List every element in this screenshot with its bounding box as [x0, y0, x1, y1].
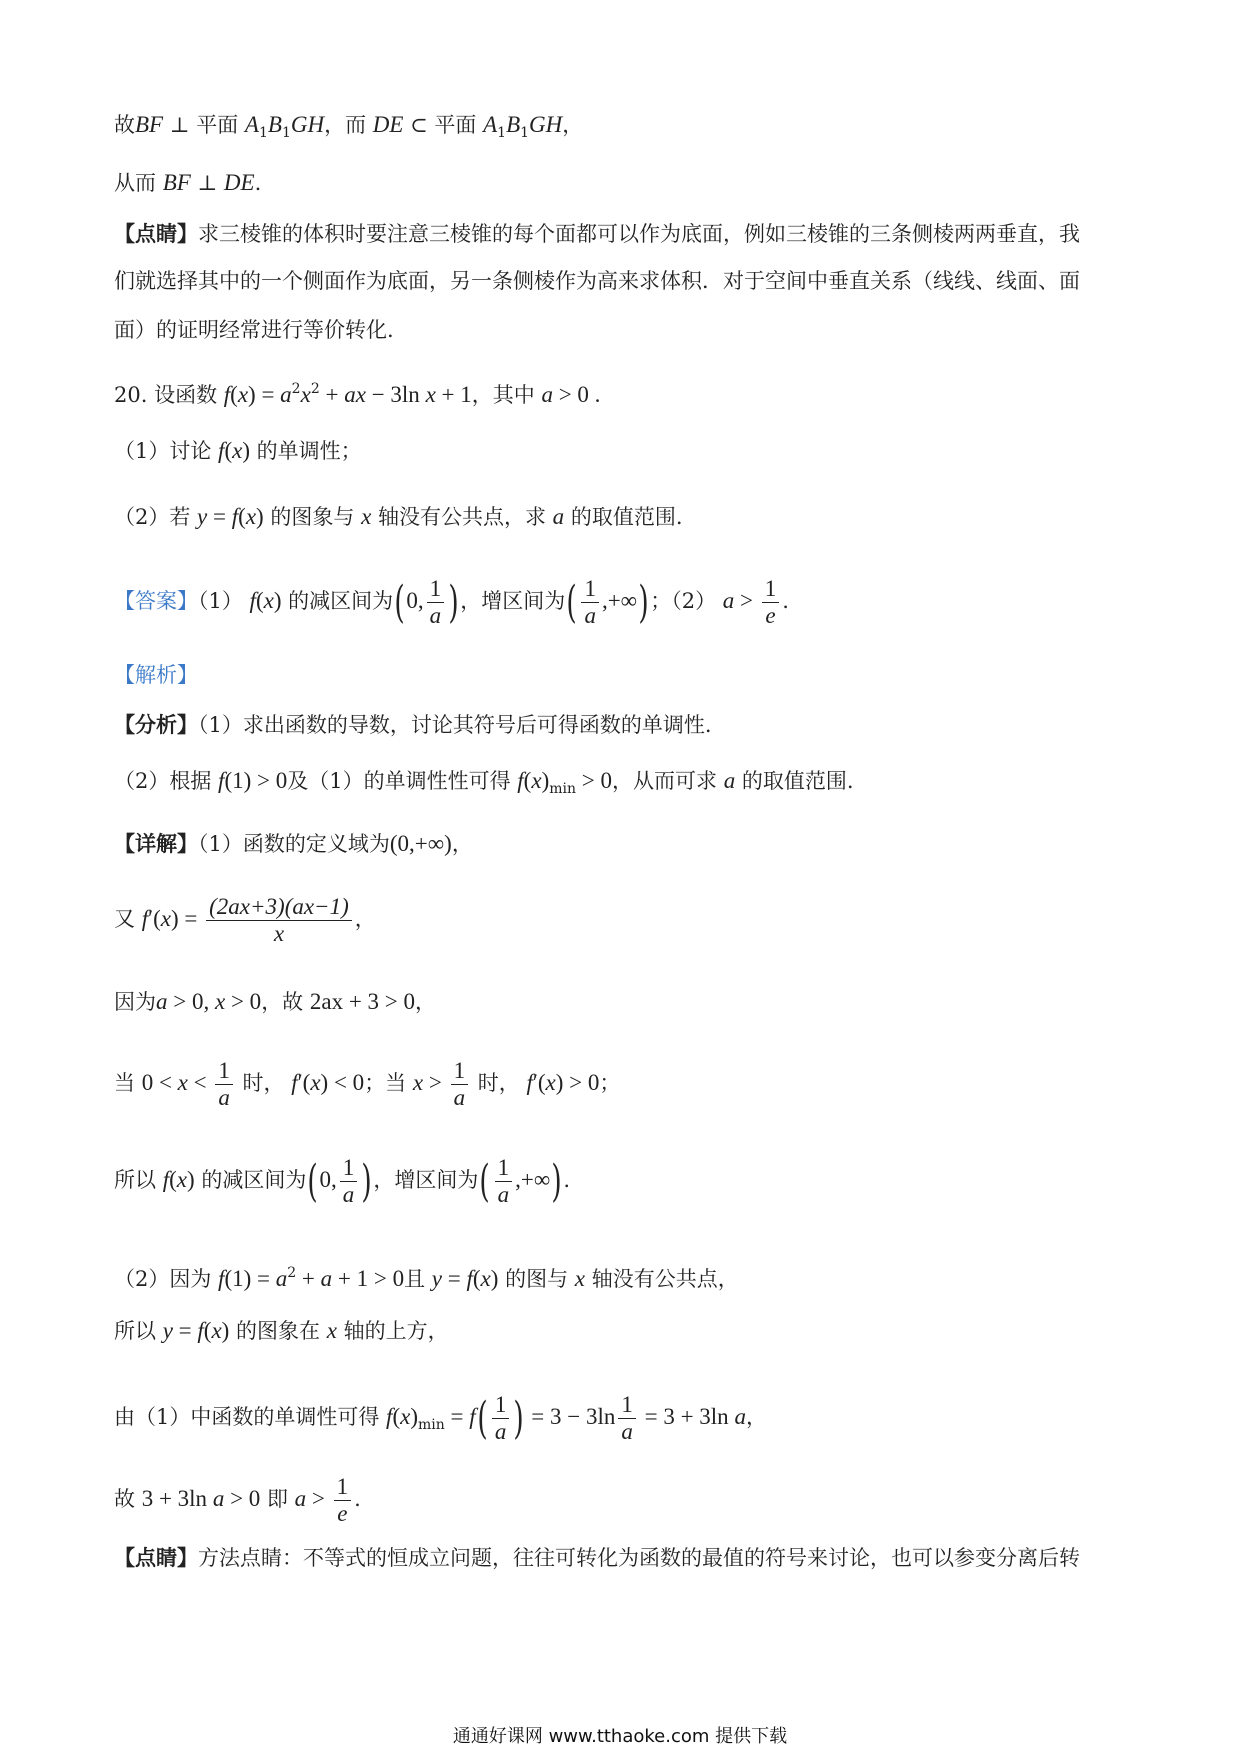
text-line: 们就选择其中的一个侧面作为底面，另一条侧棱作为高来求体积．对于空间中垂直关系（线线、线面、面 [114, 269, 1080, 293]
comment-tag: 【点睛】 [114, 1545, 198, 1570]
answer-line: 【答案】（1） f(x) 的减区间为(0, $\frac{1}{a}$ )，增区间为( $\frac{1}{a}$ ,+∞)；（2） a > $\frac{1}{e}$ . [114, 576, 789, 628]
question-1: （1）讨论 f(x) 的单调性； [114, 438, 362, 463]
math-line: 由（1）中函数的单调性可得 $f(x)_{min} = f$( $\frac{1}{a}$ ) = 3 − 3ln $\frac{1}{a}$ = 3 + 3ln a， [114, 1392, 767, 1444]
text-line: 【点睛】方法点睛：不等式的恒成立问题，往往可转化为函数的最值的符号来讨论，也可以参变分离后转 [114, 1545, 1080, 1570]
text-line: 【点睛】求三棱锥的体积时要注意三棱锥的每个面都可以作为底面，例如三棱锥的三条侧棱两两垂直，我 [114, 221, 1080, 246]
math-line: 所以 f(x) 的减区间为(0, $\frac{1}{a}$ )，增区间为( $\frac{1}{a}$ ,+∞). [114, 1155, 571, 1207]
page-footer: 通通好课网 www.tthaoke.com 提供下载 [452, 1726, 788, 1747]
text-line: 【详解】（1）函数的定义域为(0,+∞)， [114, 831, 473, 856]
question-2: （2）若 y = f(x) 的图象与 x 轴没有公共点，求 a 的取值范围. [114, 504, 683, 529]
text-line: 故BF ⊥ 平面 $A_1B_1GH$，而 DE ⊂ 平面 $A_1B_1GH$， [114, 112, 584, 141]
math-line: 又 f′(x) = $\frac{(2ax+3)(ax-1)}{x}$ ， [114, 894, 376, 946]
comment-tag: 【点睛】 [114, 221, 198, 246]
analysis-tag: 【解析】 [114, 663, 198, 687]
math-line: 所以 y = f(x) 的图象在 x 轴的上方， [114, 1318, 449, 1343]
math-line: 当 0 < x < $\frac{1}{a}$ 时， f′(x) < 0；当 x > $\frac{1}{a}$ 时， f′(x) > 0； [114, 1058, 621, 1110]
math-line: 故 3 + 3ln a > 0 即 a > $\frac{1}{e}$ . [114, 1474, 361, 1526]
analysis-heading [114, 660, 198, 690]
text-line: 面）的证明经常进行等价转化. [114, 318, 394, 342]
text-line: 【分析】（1）求出函数的导数，讨论其符号后可得函数的单调性. [114, 712, 712, 737]
text-line: 从而 BF ⊥ DE. [114, 170, 262, 195]
problem-statement: 20. 设函数 $f(x) = a^2x^2$ + ax − 3ln x + 1，其中 a > 0 . [114, 381, 601, 407]
answer-tag: 【答案】 [114, 589, 198, 613]
math-line: 因为a > 0, x > 0，故 2ax + 3 > 0， [114, 989, 437, 1014]
analysis-tag: 【分析】 [114, 712, 198, 737]
detail-tag: 【详解】 [114, 831, 198, 856]
math-line: （2）因为 $f(1) = a^2 + a + 1 > 0$且 y = f(x) 的图与 x 轴没有公共点， [114, 1265, 739, 1291]
text-line: （2）根据 f(1) > 0及（1）的单调性性可得 $f(x)_{min} > 0$，从而可求 a 的取值范围. [114, 768, 854, 797]
